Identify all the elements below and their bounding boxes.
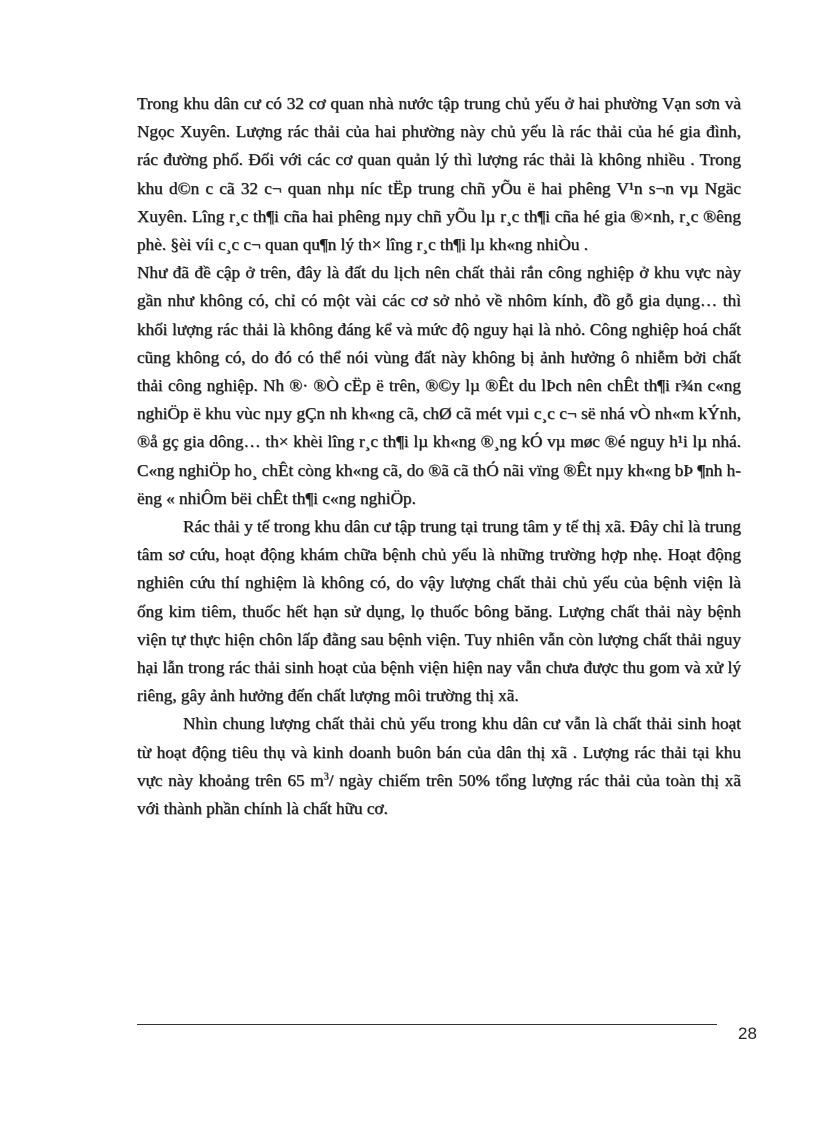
overall-waste-text-end: / ngày chiếm trên 50% tổng lượng rác thải của toàn thị xã với thành phần chính là chất hữu cơ. — [137, 770, 741, 819]
paragraph-residential-agencies: Trong khu dân cư có 32 cơ quan nhà nước tập trung chủ yếu ở hai phường Vạn sơn và Ngọc Xuyên. Lượng rác thải của hai phường này chủ yếu là rác thải của hé gia đình, rác đường phố. Đối với các cơ quan quản lý thì lượng rác thải là không nhiều . Trong khu d©n c cã 32 c¬ quan nhµ níc tËp trung chñ yÕu ë hai phêng V¹n s¬n vµ Ngäc Xuyên. Lîng r¸c th¶i cña hai phêng nµy chñ yÕu lµ r¸c th¶i cña hé gia ®×nh, r¸c ®êng phè. §èi víi c¸c c¬ quan qu¶n lý th× lîng r¸c th¶i lµ kh«ng nhiÒu . — [137, 94, 741, 255]
paragraph-industrial-waste: Như đã đề cập ở trên, đây là đất du lịch nên chất thải rắn công nghiệp ở khu vực này gần như không có, chỉ có một vài các cơ sở nhỏ về nhôm kính, đồ gỗ gia dụng… thì khối lượng rác thải là không đáng kể và mức độ nguy hại là nhỏ. Công nghiệp hoá chất cũng không có, do đó có thể nói vùng đất này không bị ảnh hưởng ô nhiễm bởi chất thải công nghiệp. Nh ®· ®Ò cËp ë trên, ®©y lµ ®Êt du lÞch nên chÊt th¶i r¾n c«ng nghiÖp ë khu vùc nµy gÇn nh kh«ng cã, chØ cã mét vµi c¸c c¬ së nhá vÒ nh«m kÝnh, ®å gç gia dông… th× khèi lîng r¸c th¶i lµ kh«ng ®¸ng kÓ vµ møc ®é nguy h¹i lµ nhá. C«ng nghiÖp ho¸ chÊt còng kh«ng cã, do ®ã cã thÓ nãi vïng ®Êt nµy kh«ng bÞ ¶nh hëng « nhiÔm bëi chÊt th¶i c«ng nghiÖp. — [137, 263, 741, 508]
cubic-superscript: 3 — [323, 771, 329, 783]
footer-rule — [137, 1024, 717, 1025]
overall-waste-text-start: Nhìn chung lượng chất thải chủ yếu trong khu dân cư vẫn là chất thải sinh hoạt từ hoạt động tiêu thụ và kinh doanh buôn bán của dân thị xã . Lượng rác thải tại khu vực này khoảng trên 65 m — [137, 714, 741, 790]
paragraph-medical-waste: Rác thải y tế trong khu dân cư tập trung tại trung tâm y tế thị xã. Đây chỉ là trung tâm sơ cứu, hoạt động khám chữa bệnh chủ yếu là những trường hợp nhẹ. Hoạt động nghiên cứu thí nghiệm là không có, do vậy lượng chất thải chủ yếu của bệnh viện là ống kim tiêm, thuốc hết hạn sử dụng, lọ thuốc bông băng. Lượng chất thải này bệnh viện tự thực hiện chôn lấp đằng sau bệnh viện. Tuy nhiên vẫn còn lượng chất thải nguy hại lẫn trong rác thải sinh hoạt của bệnh viện hiện nay vẫn chưa được thu gom và xử lý riêng, gây ảnh hưởng đến chất lượng môi trường thị xã. — [137, 517, 741, 706]
body-text — [137, 90, 741, 823]
paragraph-overall-waste — [137, 710, 741, 823]
page-number: 28 — [738, 1024, 757, 1043]
